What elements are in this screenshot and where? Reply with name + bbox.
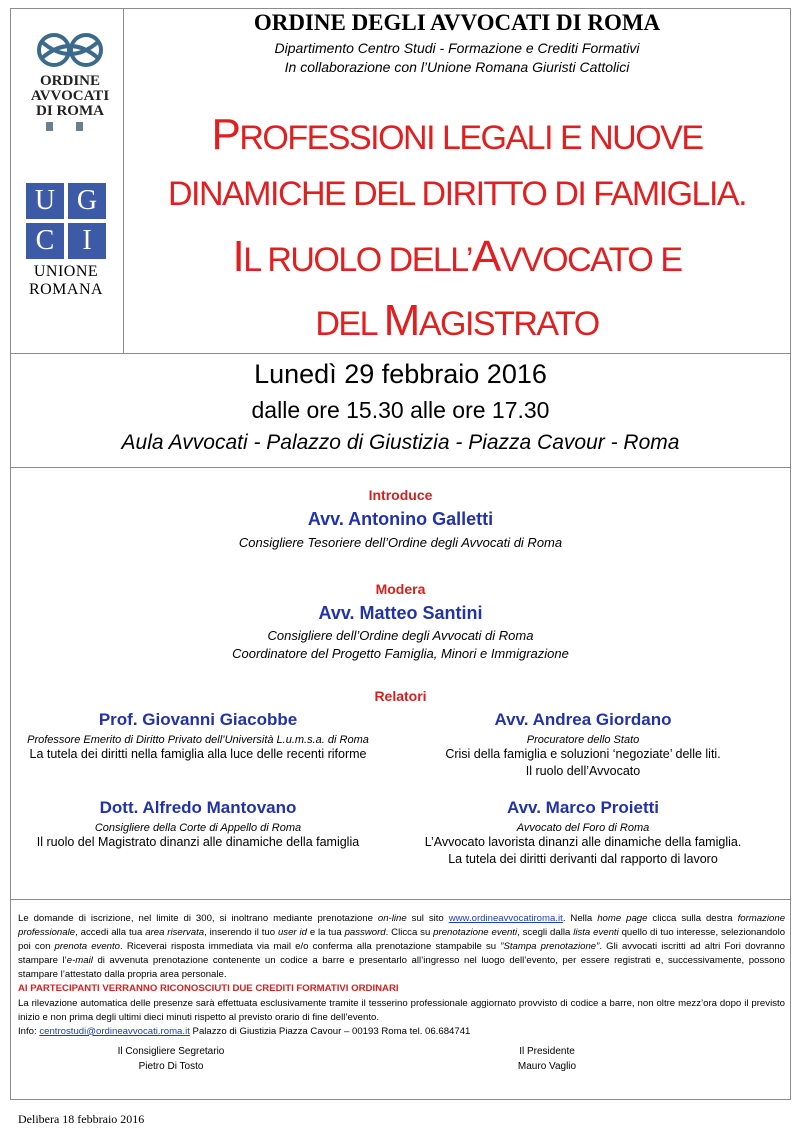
modera-role-2: Coordinatore del Progetto Famiglia, Minori e Immigrazione xyxy=(232,646,569,661)
info-line: Info: centrostudi@ordineavvocati.roma.it Palazzo di Giustizia Piazza Cavour – 00193 Roma tel. 06.684741 xyxy=(18,1025,471,1037)
speaker-card xyxy=(18,710,378,763)
ugci-letter-u: U xyxy=(26,183,64,219)
speaker-role: Professore Emerito di Diritto Privato dell’Università L.u.m.s.a. di Roma xyxy=(27,734,369,746)
speaker-role: Avvocato del Foro di Roma xyxy=(516,822,650,834)
modera-label: Modera xyxy=(375,581,426,597)
footer-divider xyxy=(10,899,791,900)
introduce-label: Introduce xyxy=(368,487,433,503)
ordine-emblem-icon xyxy=(32,28,108,72)
speaker-topic-2: La tutela dei diritti derivanti dal rapporto di lavoro xyxy=(448,852,718,866)
speaker-card xyxy=(392,798,774,868)
ugci-letter-g: G xyxy=(68,183,106,219)
ugci-letter-c: C xyxy=(26,223,64,259)
speaker-topic: La tutela dei diritti nella famiglia alla luce delle recenti riforme xyxy=(29,747,367,761)
signature-secretary xyxy=(96,1044,246,1074)
modera-name: Avv. Matteo Santini xyxy=(318,603,483,623)
speaker-topic-2: Il ruolo dell’Avvocato xyxy=(525,764,641,778)
title-line-3: IL RUOLO DELL’AVVOCATO E xyxy=(232,232,682,281)
speaker-name: Dott. Alfredo Mantovano xyxy=(99,798,297,817)
signature-title: Il Presidente xyxy=(519,1046,575,1057)
speaker-name: Prof. Giovanni Giacobbe xyxy=(98,710,298,729)
ugci-letter-i: I xyxy=(68,223,106,259)
title-line-1: PROFESSIONI LEGALI E NUOVE xyxy=(211,110,703,159)
event-divider xyxy=(10,467,791,468)
speaker-card xyxy=(392,710,774,780)
ordine-logo-line-3: DI ROMA xyxy=(36,103,104,119)
ugci-logo-line-2: ROMANA xyxy=(28,281,104,298)
ordine-logo-line-2: AVVOCATI xyxy=(30,88,110,104)
signature-title: Il Consigliere Segretario xyxy=(117,1046,225,1057)
delibera-date: Delibera 18 febbraio 2016 xyxy=(18,1112,145,1126)
ugci-logo-line-1: UNIONE xyxy=(33,263,99,280)
speaker-role: Consigliere della Corte di Appello di Roma xyxy=(94,822,302,834)
relatori-label: Relatori xyxy=(374,688,427,704)
info-email-link[interactable]: centrostudi@ordineavvocati.roma.it xyxy=(39,1025,190,1037)
modera-role-1: Consigliere dell’Ordine degli Avvocati di Roma xyxy=(267,628,534,643)
signature-name: Pietro Di Tosto xyxy=(138,1061,204,1072)
speaker-card xyxy=(18,798,378,851)
ugci-logo xyxy=(24,183,108,331)
signature-president xyxy=(472,1044,622,1074)
title-line-2: DINAMICHE DEL DIRITTO DI FAMIGLIA. xyxy=(167,175,747,213)
speaker-topic: Crisi della famiglia e soluzioni ‘negoziate’ delle liti. xyxy=(445,747,721,761)
signature-name: Mauro Vaglio xyxy=(517,1061,577,1072)
ordine-pillars-icon xyxy=(20,119,120,133)
speaker-name: Avv. Andrea Giordano xyxy=(494,710,672,729)
collab-line: In collaborazione con l’Unione Romana Giuristi Cattolici xyxy=(284,59,630,75)
title-line-4: DEL MAGISTRATO xyxy=(315,296,599,345)
registration-info xyxy=(18,912,785,1039)
header-divider xyxy=(10,353,791,354)
ordine-logo xyxy=(20,28,120,148)
org-title: ORDINE DEGLI AVVOCATI DI ROMA xyxy=(253,10,661,35)
event-date: Lunedì 29 febbraio 2016 xyxy=(254,359,547,389)
speaker-topic: Il ruolo del Magistrato dinanzi alle dinamiche della famiglia xyxy=(36,835,360,849)
ordine-logo-line-1: ORDINE xyxy=(39,73,100,89)
credits-notice: AI PARTECIPANTI VERRANNO RICONOSCIUTI DUE CREDITI FORMATIVI ORDINARI xyxy=(18,983,399,995)
speaker-name: Avv. Marco Proietti xyxy=(506,798,660,817)
introduce-name: Avv. Antonino Galletti xyxy=(307,509,494,529)
site-link[interactable]: www.ordineavvocatiroma.it xyxy=(448,913,563,924)
event-time: dalle ore 15.30 alle ore 17.30 xyxy=(251,397,550,423)
speaker-role: Procuratore dello Stato xyxy=(526,734,640,746)
speaker-topic: L’Avvocato lavorista dinanzi alle dinamiche della famiglia. xyxy=(424,835,742,849)
attendance-paragraph: La rilevazione automatica delle presenze sarà effettuata esclusivamente tramite il tesserino professionale aggiornato provvisto di codice a barre, non oltre mezz’ora dopo il previsto inizio e non prima degli ultimi dieci minuti rispetto al previsto orario di fine dell’evento. xyxy=(18,997,785,1023)
introduce-role: Consigliere Tesoriere dell’Ordine degli Avvocati di Roma xyxy=(238,535,563,550)
event-venue: Aula Avvocati - Palazzo di Giustizia - Piazza Cavour - Roma xyxy=(121,431,680,454)
dept-line: Dipartimento Centro Studi - Formazione e Crediti Formativi xyxy=(274,40,640,56)
registration-paragraph: Le domande di iscrizione, nel limite di 300, si inoltrano mediante prenotazione on-line sul sito www.ordineavvocatiroma.it. Nella home page clicca sulla destra formazione professionale, accedi alla tua area riservata, inserendo il tuo user id e la tua password. Clicca su prenotazione eventi, scegli dalla lista eventi quello di tuo interesse, selezionandolo poi con prenota evento. Riceverai risposta immediata via mail e/o conferma alla prenotazione stampabile su ”Stampa prenotazione”. Gli avvocati iscritti ad altri Fori dovranno stampare l’e-mail di avvenuta prenotazione contenente un codice a barre e presentarlo all’ingresso nel luogo dell’evento, per essere registrati e, successivamente, possono stampare l’attestato dalla propria area personale. xyxy=(18,913,786,981)
